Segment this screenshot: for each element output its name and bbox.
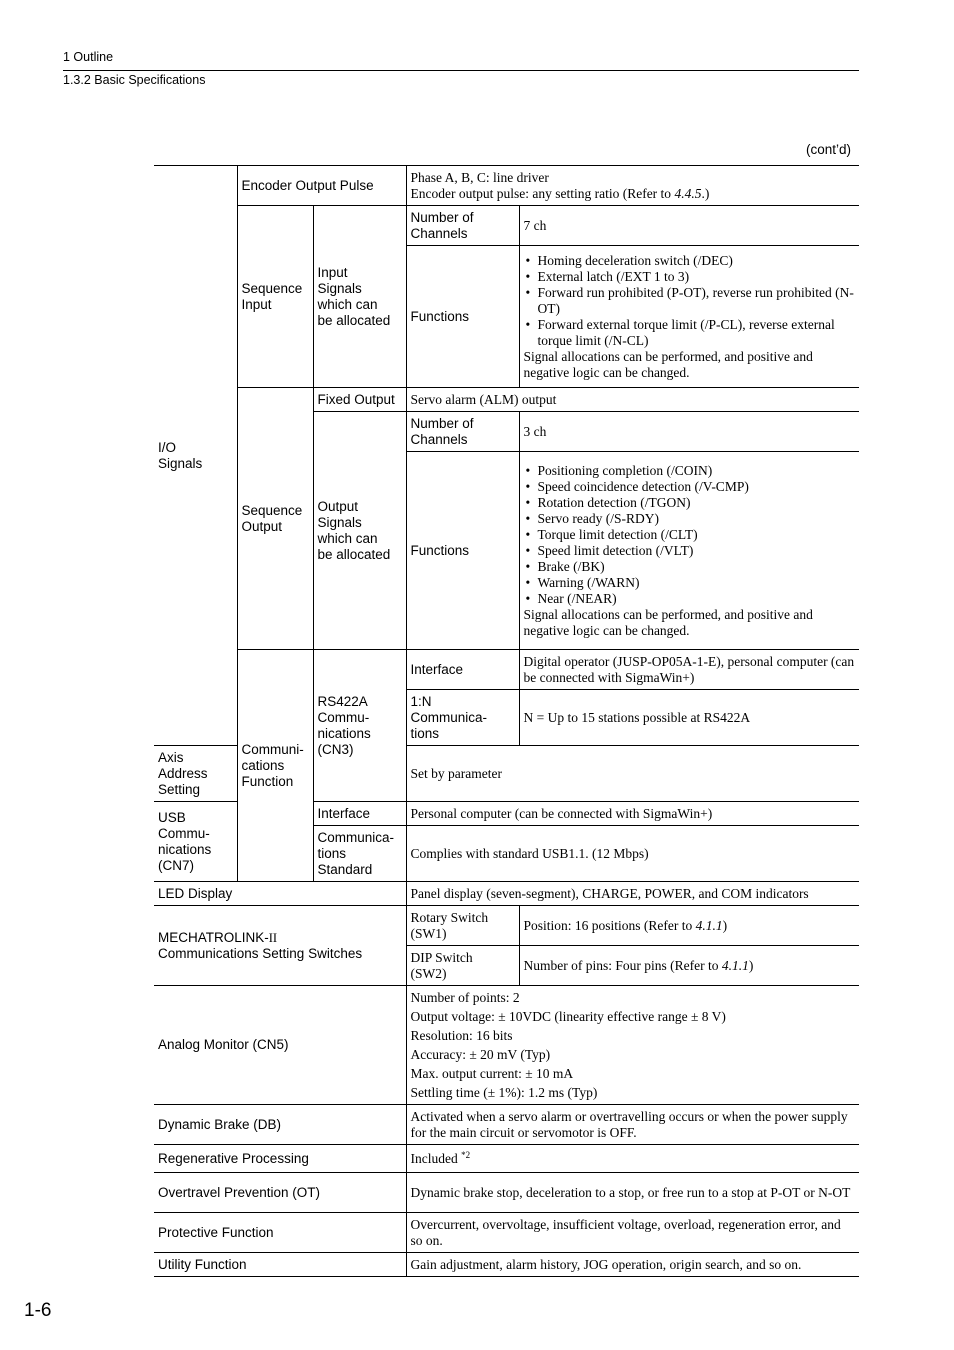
list-item: • Homing deceleration switch (/DEC) bbox=[524, 253, 856, 269]
table-row bbox=[154, 1173, 859, 1213]
output-channels-label: Number of Channels bbox=[406, 412, 519, 452]
regenerative-processing-value bbox=[406, 1145, 859, 1173]
analog-line: Settling time (± 1%): 1.2 ms (Typ) bbox=[410, 1085, 598, 1100]
table-row bbox=[154, 206, 859, 246]
table-row bbox=[154, 388, 859, 412]
dip-switch-end: ) bbox=[748, 957, 754, 973]
analog-line: Accuracy: ± 20 mV (Typ) bbox=[410, 1047, 551, 1062]
analog-monitor-label: Analog Monitor (CN5) bbox=[154, 986, 406, 1105]
sequence-input-label: Sequence Input bbox=[237, 206, 313, 388]
encoder-output-pulse-value bbox=[406, 166, 859, 206]
table-row bbox=[154, 650, 859, 690]
analog-line: Resolution: 16 bits bbox=[410, 1028, 513, 1043]
mechatrolink-label-line-2: Communications Setting Switches bbox=[158, 945, 363, 961]
list-item: • Speed coincidence detection (/V-CMP) bbox=[524, 479, 856, 495]
usb-standard-value: Complies with standard USB1.1. (12 Mbps) bbox=[406, 826, 859, 882]
usb-interface-label: Interface bbox=[313, 802, 406, 826]
dynamic-brake-label: Dynamic Brake (DB) bbox=[154, 1105, 406, 1145]
list-item: • Positioning completion (/COIN) bbox=[524, 463, 856, 479]
input-functions-label: Functions bbox=[406, 246, 519, 388]
input-functions-note: Signal allocations can be performed, and positive and negative logic can be changed. bbox=[523, 348, 813, 380]
input-channels-label: Number of Channels bbox=[406, 206, 519, 246]
page-number: 1-6 bbox=[24, 1300, 52, 1321]
rs422a-interface-label: Interface bbox=[406, 650, 519, 690]
led-display-label: LED Display bbox=[154, 882, 406, 906]
utility-function-label: Utility Function bbox=[154, 1253, 406, 1277]
encoder-reference: 4.4.5 bbox=[674, 185, 702, 201]
table-row bbox=[154, 166, 859, 206]
dip-switch-text: Number of pins: Four pins (Refer to bbox=[523, 957, 722, 973]
input-functions-list bbox=[524, 253, 856, 349]
encoder-line-2 bbox=[411, 186, 856, 202]
led-display-value: Panel display (seven-segment), CHARGE, POWER, and COM indicators bbox=[406, 882, 859, 906]
output-functions-list bbox=[524, 463, 856, 607]
encoder-line-1: Phase A, B, C: line driver bbox=[410, 169, 549, 185]
communications-function-label: Communi- cations Function bbox=[237, 650, 313, 882]
list-item: • Near (/NEAR) bbox=[524, 591, 856, 607]
io-signals-label: I/O Signals bbox=[154, 166, 237, 746]
analog-line: Output voltage: ± 10VDC (linearity effective range ± 8 V) bbox=[410, 1009, 726, 1024]
running-header-section: 1.3.2 Basic Specifications bbox=[63, 73, 206, 87]
rotary-switch-label: Rotary Switch (SW1) bbox=[406, 906, 519, 946]
output-functions-note: Signal allocations can be performed, and positive and negative logic can be changed. bbox=[523, 606, 813, 638]
usb-label: USB Commu- nications (CN7) bbox=[154, 802, 237, 882]
one-to-n-communications-value: N = Up to 15 stations possible at RS422A bbox=[519, 690, 859, 746]
dip-switch-label: DIP Switch (SW2) bbox=[406, 946, 519, 986]
usb-interface-value: Personal computer (can be connected with SigmaWin+) bbox=[406, 802, 859, 826]
dynamic-brake-value: Activated when a servo alarm or overtravelling occurs or when the power supply for the main circuit or servomotor is OFF. bbox=[406, 1105, 859, 1145]
input-channels-value: 7 ch bbox=[519, 206, 859, 246]
usb-standard-label: Communica- tions Standard bbox=[313, 826, 406, 882]
protective-function-value: Overcurrent, overvoltage, insufficient voltage, overload, regeneration error, and so on. bbox=[406, 1213, 859, 1253]
table-row bbox=[154, 882, 859, 906]
utility-function-value: Gain adjustment, alarm history, JOG operation, origin search, and so on. bbox=[406, 1253, 859, 1277]
overtravel-prevention-value: Dynamic brake stop, deceleration to a stop, or free run to a stop at P-OT or N-OT bbox=[406, 1173, 859, 1213]
rs422a-label: RS422A Commu- nications (CN3) bbox=[313, 650, 406, 802]
rotary-switch-end: ) bbox=[722, 917, 728, 933]
overtravel-prevention-label: Overtravel Prevention (OT) bbox=[154, 1173, 406, 1213]
table-row bbox=[154, 1253, 859, 1277]
one-to-n-communications-label: 1:N Communica- tions bbox=[406, 690, 519, 746]
encoder-line-2-end: .) bbox=[701, 185, 710, 201]
list-item: • Rotation detection (/TGON) bbox=[524, 495, 856, 511]
encoder-output-pulse-label: Encoder Output Pulse bbox=[237, 166, 406, 206]
table-row bbox=[154, 1105, 859, 1145]
list-item: • Brake (/BK) bbox=[524, 559, 856, 575]
output-channels-value: 3 ch bbox=[519, 412, 859, 452]
rotary-switch-text: Position: 16 positions (Refer to bbox=[523, 917, 696, 933]
dip-switch-reference: 4.1.1 bbox=[721, 957, 749, 973]
list-item: • Torque limit detection (/CLT) bbox=[524, 527, 856, 543]
output-functions-label: Functions bbox=[406, 452, 519, 650]
specifications-table bbox=[154, 165, 859, 1277]
list-item: • Speed limit detection (/VLT) bbox=[524, 543, 856, 559]
fixed-output-label: Fixed Output bbox=[313, 388, 406, 412]
continued-label: (cont’d) bbox=[805, 142, 851, 157]
analog-line: Max. output current: ± 10 mA bbox=[410, 1066, 574, 1081]
regenerative-processing-text: Included bbox=[410, 1150, 462, 1166]
mechatrolink-label-line-1 bbox=[158, 930, 402, 946]
list-item: • Forward external torque limit (/P-CL), reverse external torque limit (/N-CL) bbox=[524, 317, 856, 349]
output-signals-label: Output Signals which can be allocated bbox=[313, 412, 406, 650]
list-item: • External latch (/EXT 1 to 3) bbox=[524, 269, 856, 285]
encoder-line-2-text: Encoder output pulse: any setting ratio (Refer to bbox=[410, 185, 675, 201]
running-header-chapter: 1 Outline bbox=[63, 50, 114, 64]
table-row bbox=[154, 986, 859, 1105]
table-row bbox=[154, 906, 859, 946]
analog-monitor-value bbox=[406, 986, 859, 1105]
table-row bbox=[154, 1145, 859, 1173]
output-functions-value bbox=[519, 452, 859, 650]
input-signals-label: Input Signals which can be allocated bbox=[313, 206, 406, 388]
regenerative-processing-label: Regenerative Processing bbox=[154, 1145, 406, 1173]
header-rule bbox=[63, 70, 859, 71]
list-item: • Forward run prohibited (P-OT), reverse run prohibited (N-OT) bbox=[524, 285, 856, 317]
mechatrolink-switches-label bbox=[154, 906, 406, 986]
axis-address-label: Axis Address Setting bbox=[154, 746, 237, 802]
axis-address-value: Set by parameter bbox=[406, 746, 859, 802]
fixed-output-value: Servo alarm (ALM) output bbox=[406, 388, 859, 412]
rotary-switch-value bbox=[519, 906, 859, 946]
list-item: • Servo ready (/S-RDY) bbox=[524, 511, 856, 527]
mechatrolink-label-roman: II bbox=[268, 930, 278, 945]
protective-function-label: Protective Function bbox=[154, 1213, 406, 1253]
list-item: • Warning (/WARN) bbox=[524, 575, 856, 591]
footnote-marker: *2 bbox=[461, 1149, 471, 1160]
sequence-output-label: Sequence Output bbox=[237, 388, 313, 650]
rs422a-interface-value: Digital operator (JUSP-OP05A-1-E), personal computer (can be connected with SigmaWin+) bbox=[519, 650, 859, 690]
table-row bbox=[154, 1213, 859, 1253]
input-functions-value bbox=[519, 246, 859, 388]
rotary-switch-reference: 4.1.1 bbox=[695, 917, 723, 933]
analog-line: Number of points: 2 bbox=[410, 990, 520, 1005]
mechatrolink-label-text: MECHATROLINK- bbox=[158, 929, 269, 945]
dip-switch-value bbox=[519, 946, 859, 986]
